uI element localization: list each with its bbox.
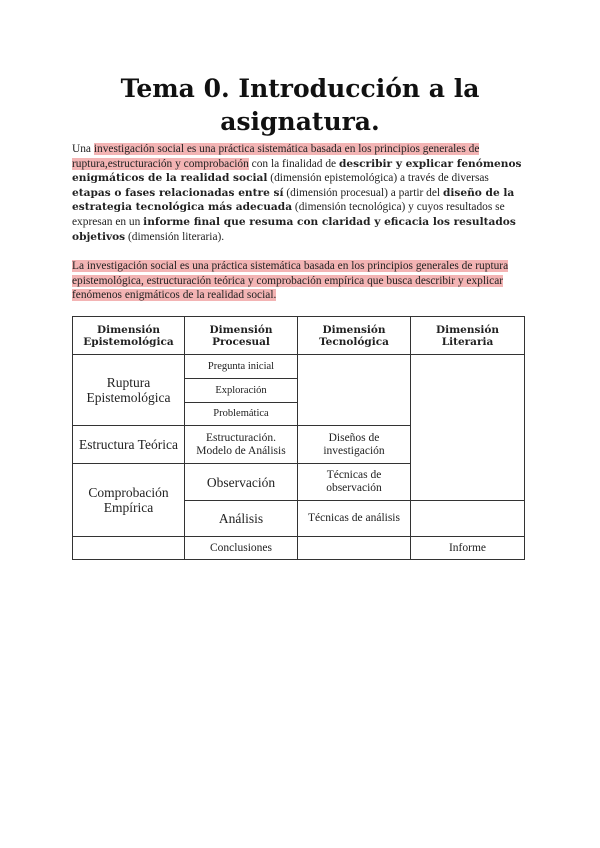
cell-exploracion: Exploración (185, 379, 298, 403)
bold-text: informe final que resuma con claridad y eficacia los resultados objetivos (72, 215, 516, 243)
cell-empty-lit-2 (411, 501, 525, 537)
cell-empty-tec (298, 355, 411, 426)
summary-paragraph (72, 259, 530, 303)
text-run: Una (72, 143, 94, 155)
cell-ruptura: Ruptura Epistemológica (73, 355, 185, 426)
header-procesual: Dimensión Procesual (185, 317, 298, 355)
table-header-row (73, 317, 525, 355)
page-title: Tema 0. Introducción a la asignatura. (120, 74, 480, 136)
cell-pregunta-inicial: Pregunta inicial (185, 355, 298, 379)
dimensions-table (72, 316, 525, 560)
definition-paragraph (72, 142, 530, 244)
cell-tecnicas-analisis: Técnicas de análisis (298, 501, 411, 537)
cell-informe: Informe (411, 537, 525, 560)
text-run: (dimensión tecnológica) y cuyos resultados se expresan en un (72, 201, 505, 228)
bold-text: describir y explicar fenómenos enigmáticos de la realidad social (72, 157, 522, 185)
bold-text: etapas o fases relacionadas entre sí (72, 186, 284, 199)
header-literaria: Dimensión Literaria (411, 317, 525, 355)
text-run: (dimensión procesual) a partir del (283, 186, 443, 199)
cell-observacion: Observación (185, 464, 298, 501)
highlighted-text: investigación social es una práctica sistemática basada en los principios generales de ruptura,estructuración y comprobación (72, 143, 480, 170)
text-run: con la finalidad de (248, 157, 339, 170)
cell-estructura: Estructura Teórica (73, 426, 185, 464)
table-row (73, 355, 525, 379)
header-tecnologica: Dimensión Tecnológica (298, 317, 411, 355)
cell-comprobacion: Comprobación Empírica (73, 464, 185, 537)
cell-estructuracion: Estructuración. Modelo de Análisis (185, 426, 298, 464)
cell-empty (73, 537, 185, 560)
cell-tecnicas-observacion: Técnicas de observación (298, 464, 411, 501)
cell-empty (298, 537, 411, 560)
cell-disenos: Diseños de investigación (298, 426, 411, 464)
cell-problematica: Problemática (185, 403, 298, 426)
text-run: (dimensión literaria). (125, 230, 225, 243)
table-row (73, 537, 525, 560)
cell-analisis: Análisis (185, 501, 298, 537)
cell-conclusiones: Conclusiones (185, 537, 298, 560)
text-run: (dimensión epistemológica) a través de diversas (267, 172, 489, 185)
header-epistemologica: Dimensión Epistemológica (73, 317, 185, 355)
bold-text: diseño de la estrategia tecnológica más adecuada (72, 186, 515, 214)
highlighted-text: La investigación social es una práctica sistemática basada en los principios generales de ruptura epistemológica, estructuración teórica y comprobación empírica que busca describir y explicar fenómenos enigmáticos de la realidad social. (72, 260, 509, 302)
cell-empty-lit (411, 355, 525, 501)
